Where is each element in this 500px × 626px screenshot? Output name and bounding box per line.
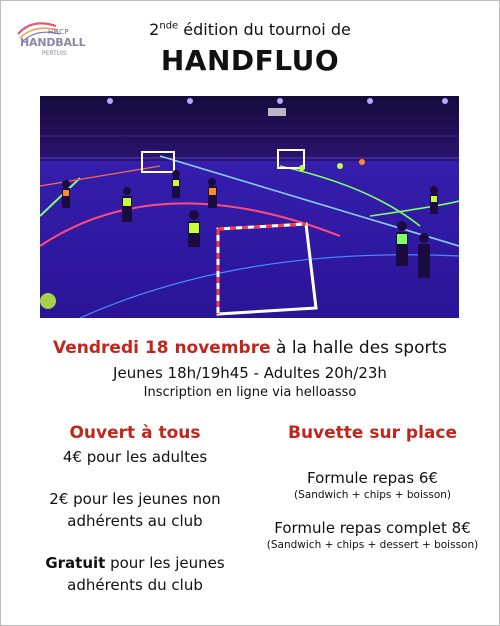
- edition-subtitle: [0, 20, 500, 39]
- event-date: [0, 338, 500, 358]
- event-hours: Jeunes 18h/19h45 - Adultes 20h/23h: [113, 364, 387, 382]
- menu2-title: Formule repas complet 8€: [274, 519, 471, 537]
- logo-top-text: HBCP: [48, 28, 70, 36]
- free-text: pour les jeunes: [105, 554, 225, 572]
- free-price-line2: adhérents du club: [67, 576, 203, 594]
- event-date-highlight: Vendredi 18 novembre: [53, 338, 271, 358]
- event-venue: à la halle des sports: [270, 338, 447, 358]
- edition-number: 2: [149, 20, 160, 39]
- event-title: HANDFLUO: [160, 44, 340, 77]
- inscription-text: Inscription en ligne via helloasso: [143, 385, 357, 400]
- logo-sub-text: PERTUIS: [42, 50, 67, 57]
- pricing-column: [10, 423, 260, 596]
- pricing-heading: Ouvert à tous: [69, 423, 201, 443]
- free-label: Gratuit: [45, 554, 106, 572]
- youth-price-line2: adhérents au club: [67, 512, 203, 530]
- buvette-heading: Buvette sur place: [288, 423, 457, 443]
- buvette-column: [250, 423, 495, 551]
- logo-main-text: HANDBALL: [20, 36, 86, 49]
- edition-text: édition du tournoi de: [178, 20, 351, 39]
- handball-court-photo-icon: [40, 96, 459, 318]
- menu2-detail: (Sandwich + chips + dessert + boisson): [266, 539, 479, 551]
- adult-price: 4€ pour les adultes: [62, 448, 208, 466]
- menu1-detail: (Sandwich + chips + boisson): [294, 489, 451, 501]
- free-price-line1: [10, 552, 260, 574]
- youth-price-line1: 2€ pour les jeunes non: [49, 490, 221, 508]
- edition-suffix: nde: [159, 20, 179, 32]
- menu1-title: Formule repas 6€: [307, 469, 438, 487]
- event-photo: [40, 96, 459, 318]
